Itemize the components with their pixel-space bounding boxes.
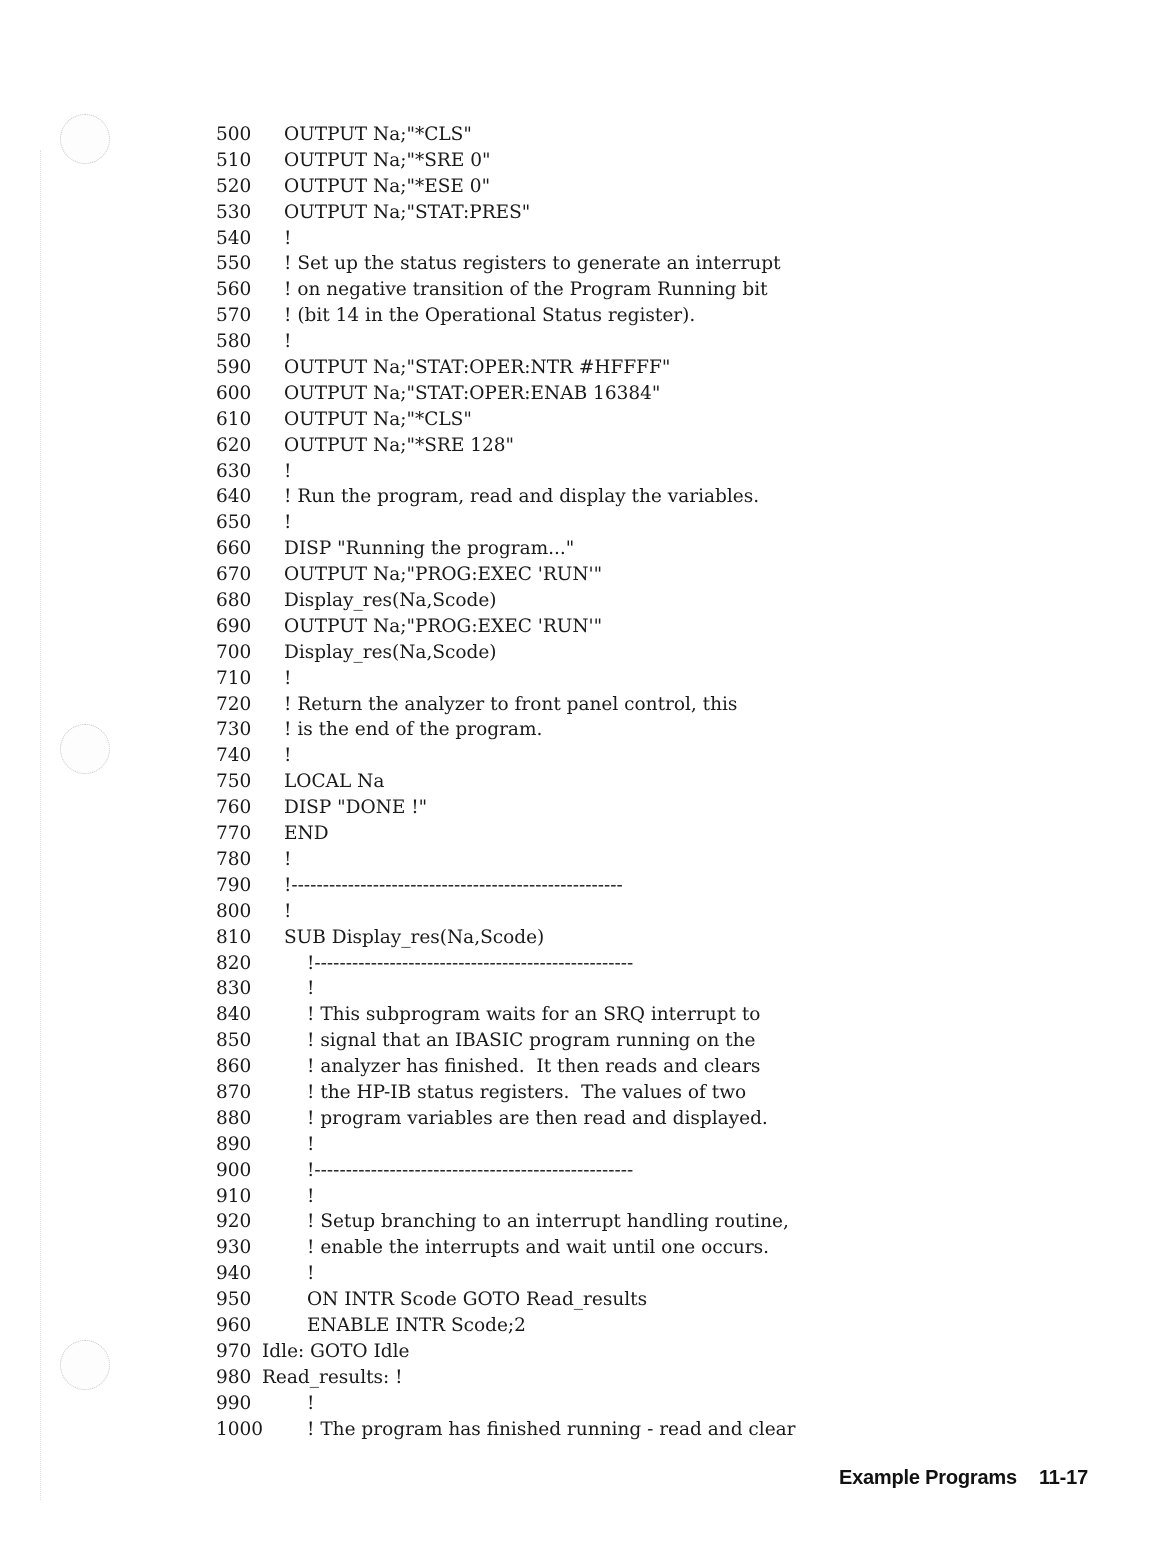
punch-hole-bottom bbox=[60, 1340, 110, 1390]
line-code: ! Return the analyzer to front panel control, this bbox=[284, 693, 738, 715]
line-number: 590 bbox=[216, 357, 252, 379]
line-number: 700 bbox=[216, 641, 252, 663]
code-line bbox=[216, 148, 936, 174]
line-code: OUTPUT Na;"*CLS" bbox=[284, 124, 472, 145]
line-code: ! is the end of the program. bbox=[284, 719, 543, 741]
line-code: ! the HP-IB status registers. The values of two bbox=[307, 1081, 747, 1103]
code-line bbox=[216, 1184, 936, 1210]
line-code: ! bbox=[284, 460, 292, 482]
code-line bbox=[216, 122, 936, 148]
line-number: 920 bbox=[216, 1211, 252, 1233]
code-line bbox=[216, 174, 936, 200]
code-line bbox=[216, 1028, 936, 1054]
line-number: 510 bbox=[216, 149, 252, 171]
line-number: 600 bbox=[216, 382, 252, 404]
line-code: ! bbox=[284, 227, 292, 249]
code-line bbox=[216, 1054, 936, 1080]
line-code: ! Set up the status registers to generate an interrupt bbox=[284, 253, 781, 275]
line-code: ! bbox=[284, 667, 292, 689]
line-code: ! Run the program, read and display the variables. bbox=[284, 486, 760, 508]
code-line bbox=[216, 1235, 936, 1261]
line-number: 770 bbox=[216, 823, 252, 845]
line-code: LOCAL Na bbox=[284, 771, 385, 793]
line-code: OUTPUT Na;"PROG:EXEC 'RUN'" bbox=[284, 615, 603, 637]
line-code: OUTPUT Na;"*CLS" bbox=[284, 408, 472, 430]
line-number: 720 bbox=[216, 693, 252, 715]
line-number: 630 bbox=[216, 460, 252, 482]
code-line bbox=[216, 484, 936, 510]
code-line bbox=[216, 873, 936, 899]
line-number: 780 bbox=[216, 848, 252, 870]
line-number: 620 bbox=[216, 434, 252, 456]
code-line bbox=[216, 1002, 936, 1028]
code-line bbox=[216, 614, 936, 640]
line-code: SUB Display_res(Na,Scode) bbox=[284, 926, 545, 948]
code-line bbox=[216, 1106, 936, 1132]
line-number: 540 bbox=[216, 227, 252, 249]
line-code: ! bbox=[284, 745, 292, 767]
code-line bbox=[216, 277, 936, 303]
line-number: 560 bbox=[216, 279, 252, 301]
line-code: OUTPUT Na;"PROG:EXEC 'RUN'" bbox=[284, 564, 603, 586]
code-line bbox=[216, 666, 936, 692]
line-number: 960 bbox=[216, 1314, 252, 1336]
line-number: 830 bbox=[216, 978, 252, 1000]
line-code: END bbox=[284, 823, 329, 845]
code-line bbox=[216, 1339, 936, 1365]
code-line bbox=[216, 925, 936, 951]
code-line bbox=[216, 640, 936, 666]
punch-hole-top bbox=[60, 114, 110, 164]
code-line bbox=[216, 1417, 936, 1443]
line-number: 800 bbox=[216, 900, 252, 922]
punch-hole-middle bbox=[60, 724, 110, 774]
line-code: ! Setup branching to an interrupt handling routine, bbox=[307, 1211, 789, 1233]
line-number: 850 bbox=[216, 1030, 252, 1052]
line-number: 910 bbox=[216, 1185, 252, 1207]
line-number: 810 bbox=[216, 926, 252, 948]
line-number: 820 bbox=[216, 952, 252, 974]
line-code: OUTPUT Na;"*ESE 0" bbox=[284, 175, 491, 197]
code-line bbox=[216, 769, 936, 795]
code-line bbox=[216, 1313, 936, 1339]
line-code: ! bbox=[307, 1133, 315, 1155]
code-line bbox=[216, 795, 936, 821]
page-edge-marks bbox=[40, 150, 43, 1500]
code-line bbox=[216, 692, 936, 718]
code-line bbox=[216, 200, 936, 226]
line-number: 950 bbox=[216, 1289, 252, 1311]
line-code: ! bbox=[284, 900, 292, 922]
line-code: ! bbox=[307, 1392, 315, 1414]
code-line bbox=[216, 510, 936, 536]
code-line bbox=[216, 407, 936, 433]
line-number: 690 bbox=[216, 615, 252, 637]
code-line bbox=[216, 1158, 936, 1184]
line-code: ! on negative transition of the Program Running bit bbox=[284, 279, 768, 301]
line-code: ON INTR Scode GOTO Read_results bbox=[307, 1289, 648, 1311]
line-number: 660 bbox=[216, 538, 252, 560]
line-number: 930 bbox=[216, 1237, 252, 1259]
line-number: 580 bbox=[216, 331, 252, 353]
line-code: Display_res(Na,Scode) bbox=[284, 590, 497, 612]
line-code: ! bbox=[307, 978, 315, 1000]
code-line bbox=[216, 329, 936, 355]
line-code: ! signal that an IBASIC program running on the bbox=[307, 1030, 756, 1052]
code-line bbox=[216, 899, 936, 925]
line-number: 670 bbox=[216, 564, 252, 586]
code-line bbox=[216, 459, 936, 485]
line-number: 680 bbox=[216, 590, 252, 612]
line-number: 750 bbox=[216, 771, 252, 793]
code-line bbox=[216, 381, 936, 407]
code-line bbox=[216, 303, 936, 329]
line-code: !--------------------------------------------------- bbox=[307, 1159, 634, 1181]
line-number: 860 bbox=[216, 1056, 252, 1078]
code-line bbox=[216, 1365, 936, 1391]
line-number: 940 bbox=[216, 1263, 252, 1285]
line-code: ! The program has finished running - read and clear bbox=[307, 1418, 796, 1440]
code-line bbox=[216, 821, 936, 847]
code-line bbox=[216, 1261, 936, 1287]
line-code: !--------------------------------------------------- bbox=[307, 952, 634, 974]
line-number: 550 bbox=[216, 253, 252, 275]
code-line bbox=[216, 562, 936, 588]
code-line bbox=[216, 976, 936, 1002]
line-code: ! bbox=[284, 512, 292, 534]
line-code: OUTPUT Na;"*SRE 128" bbox=[284, 434, 515, 456]
line-code: OUTPUT Na;"*SRE 0" bbox=[284, 149, 491, 171]
page-footer bbox=[839, 1467, 1088, 1490]
code-line bbox=[216, 1132, 936, 1158]
line-number: 870 bbox=[216, 1081, 252, 1103]
code-line bbox=[216, 717, 936, 743]
line-code: Idle: GOTO Idle bbox=[262, 1340, 410, 1362]
line-code: OUTPUT Na;"STAT:OPER:NTR #HFFFF" bbox=[284, 357, 671, 379]
line-code: ! (bit 14 in the Operational Status register). bbox=[284, 305, 696, 327]
code-line bbox=[216, 1287, 936, 1313]
line-number: 640 bbox=[216, 486, 252, 508]
line-number: 610 bbox=[216, 408, 252, 430]
line-number: 970 bbox=[216, 1340, 252, 1362]
line-number: 880 bbox=[216, 1107, 252, 1129]
code-line bbox=[216, 226, 936, 252]
line-number: 740 bbox=[216, 745, 252, 767]
line-number: 900 bbox=[216, 1159, 252, 1181]
line-code: DISP "DONE !" bbox=[284, 797, 428, 819]
line-code: Display_res(Na,Scode) bbox=[284, 641, 497, 663]
code-line bbox=[216, 951, 936, 977]
code-line bbox=[216, 1080, 936, 1106]
line-number: 980 bbox=[216, 1366, 252, 1388]
line-code: ! enable the interrupts and wait until one occurs. bbox=[307, 1237, 770, 1259]
code-line bbox=[216, 588, 936, 614]
line-number: 890 bbox=[216, 1133, 252, 1155]
code-line bbox=[216, 1209, 936, 1235]
line-code: ! bbox=[307, 1185, 315, 1207]
line-number: 760 bbox=[216, 797, 252, 819]
line-code: OUTPUT Na;"STAT:OPER:ENAB 16384" bbox=[284, 382, 661, 404]
code-listing bbox=[216, 122, 936, 1442]
line-code: ENABLE INTR Scode;2 bbox=[307, 1314, 526, 1336]
code-line bbox=[216, 536, 936, 562]
line-code: ! program variables are then read and displayed. bbox=[307, 1107, 768, 1129]
footer-section-title: Example Programs bbox=[838, 1467, 1017, 1489]
code-line bbox=[216, 433, 936, 459]
code-line bbox=[216, 355, 936, 381]
line-number: 730 bbox=[216, 719, 252, 741]
line-number: 1000 bbox=[216, 1418, 264, 1440]
line-number: 990 bbox=[216, 1392, 252, 1414]
line-code: ! bbox=[307, 1263, 315, 1285]
code-line bbox=[216, 251, 936, 277]
line-number: 530 bbox=[216, 201, 252, 223]
code-line bbox=[216, 1391, 936, 1417]
line-code: !----------------------------------------------------- bbox=[284, 874, 623, 896]
line-code: ! bbox=[284, 331, 292, 353]
code-line bbox=[216, 743, 936, 769]
footer-page-number: 11-17 bbox=[1038, 1467, 1088, 1489]
line-number: 570 bbox=[216, 305, 252, 327]
line-number: 650 bbox=[216, 512, 252, 534]
line-number: 710 bbox=[216, 667, 252, 689]
line-number: 520 bbox=[216, 175, 252, 197]
line-number: 500 bbox=[216, 124, 252, 145]
line-number: 790 bbox=[216, 874, 252, 896]
line-code: Read_results: ! bbox=[262, 1366, 403, 1388]
line-number: 840 bbox=[216, 1004, 252, 1026]
code-line bbox=[216, 847, 936, 873]
line-code: ! This subprogram waits for an SRQ interrupt to bbox=[307, 1004, 761, 1026]
line-code: ! analyzer has finished. It then reads and clears bbox=[307, 1056, 761, 1078]
line-code: ! bbox=[284, 848, 292, 870]
line-code: DISP "Running the program..." bbox=[284, 538, 575, 560]
line-code: OUTPUT Na;"STAT:PRES" bbox=[284, 201, 531, 223]
